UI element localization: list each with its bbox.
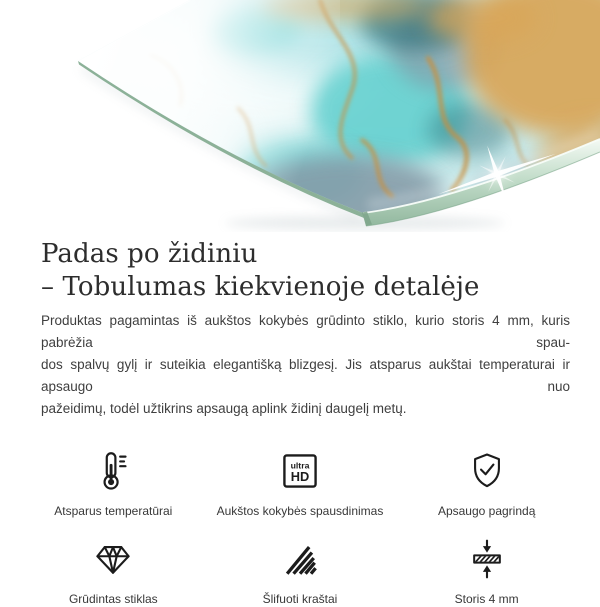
feature-label: Aukštos kokybės spausdinimas (216, 504, 384, 518)
description-line: dos spalvų gylį ir suteikia elegantišką blizgesį. Jis atsparus aukštai temperaturai ir apsaugo nuo (41, 357, 570, 394)
product-description (41, 310, 570, 420)
feature-label: Grūdintas stiklas (68, 592, 158, 606)
feature-label: Šlifuoti kraštai (262, 592, 338, 606)
features-grid (20, 448, 580, 607)
feature-polished-edges (207, 536, 394, 607)
page-title-line2: – Tobulumas kiekvienoje detalėje (41, 272, 480, 302)
glass-art (0, 0, 600, 232)
ultra-hd-icon (278, 449, 322, 493)
description-line: pažeidimų, todėl užtikrins apsaugą aplink židinį daugelį metų. (41, 401, 407, 416)
thermometer-icon (90, 448, 136, 494)
product-description-section (0, 238, 600, 607)
feature-protects-base (393, 448, 580, 519)
hero-product-image (0, 0, 600, 232)
glass-panel-illustration (0, 0, 600, 232)
thickness-icon (465, 537, 509, 581)
diamond-icon (91, 537, 135, 581)
svg-text:ultra: ultra (290, 460, 310, 471)
feature-print-quality (207, 448, 394, 519)
feature-label: Apsaugo pagrindą (437, 504, 536, 518)
feature-heat-resistant (20, 448, 207, 519)
page-title-line1: Padas po židiniu (41, 239, 258, 269)
shield-check-icon (465, 449, 509, 493)
svg-text:HD: HD (290, 469, 310, 485)
feature-tempered-glass (20, 536, 207, 607)
polished-edges-icon (278, 537, 322, 581)
feature-label: Storis 4 mm (454, 592, 519, 606)
page-title (41, 238, 570, 304)
description-line: Produktas pagamintas iš aukštos kokybės grūdinto stiklo, kurio storis 4 mm, kuris pabrėžia spau- (41, 313, 570, 350)
feature-label: Atsparus temperatūrai (54, 504, 173, 518)
feature-thickness (393, 536, 580, 607)
